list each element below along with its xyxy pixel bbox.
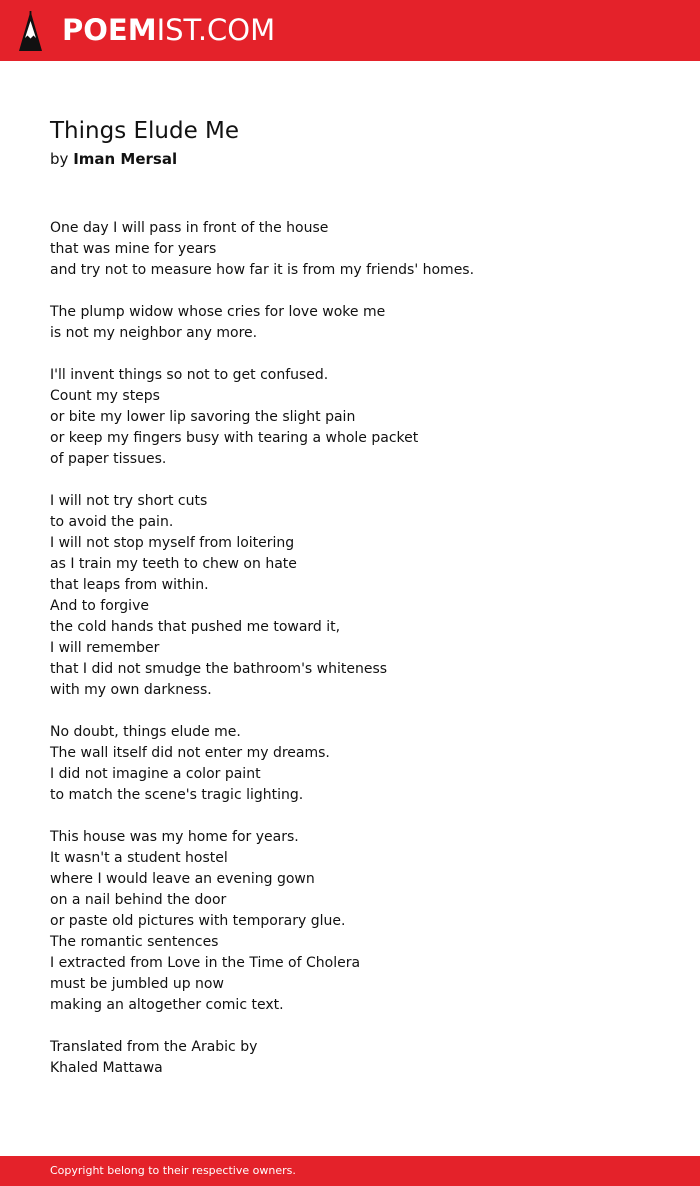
poem-line: I will not stop myself from loitering xyxy=(50,535,295,551)
poem-line: The wall itself did not enter my dreams. xyxy=(50,745,330,761)
poem-line: I'll invent things so not to get confused. xyxy=(50,367,329,383)
poem-line: Khaled Mattawa xyxy=(50,1060,163,1076)
poem-line: Count my steps xyxy=(50,388,160,404)
author-name: Iman Mersal xyxy=(73,150,178,168)
stanza xyxy=(50,491,670,701)
logo-light-part: IST.COM xyxy=(156,13,276,47)
site-header xyxy=(0,0,700,61)
pen-nib-icon[interactable] xyxy=(18,10,43,51)
poem-line: And to forgive xyxy=(50,598,149,614)
poem-line: One day I will pass in front of the house xyxy=(50,220,329,236)
byline xyxy=(50,148,177,170)
poem-line: or paste old pictures with temporary glue. xyxy=(50,913,346,929)
poem-line: as I train my teeth to chew on hate xyxy=(50,556,297,572)
by-label: by xyxy=(50,150,69,168)
poem-line: that was mine for years xyxy=(50,241,217,257)
poem-line: on a nail behind the door xyxy=(50,892,227,908)
poem-line: or keep my fingers busy with tearing a whole packet xyxy=(50,430,419,446)
site-footer xyxy=(0,1156,700,1186)
poem-body xyxy=(50,218,670,1100)
poem-line: to match the scene's tragic lighting. xyxy=(50,787,304,803)
copyright-text: Copyright belong to their respective owners. xyxy=(50,1164,296,1177)
poem-line: The romantic sentences xyxy=(50,934,219,950)
poem-line: is not my neighbor any more. xyxy=(50,325,258,341)
stanza xyxy=(50,827,670,1016)
poem-title: Things Elude Me xyxy=(50,118,240,144)
logo-bold-part: POEM xyxy=(62,13,157,47)
poem-line: and try not to measure how far it is from my friends' homes. xyxy=(50,262,475,278)
poem-line: I extracted from Love in the Time of Cholera xyxy=(50,955,361,971)
poem-line: making an altogether comic text. xyxy=(50,997,284,1013)
poem-line: I did not imagine a color paint xyxy=(50,766,261,782)
poem-line: where I would leave an evening gown xyxy=(50,871,315,887)
poem-line: or bite my lower lip savoring the slight pain xyxy=(50,409,356,425)
poem-line: No doubt, things elude me. xyxy=(50,724,241,740)
poem-line: the cold hands that pushed me toward it, xyxy=(50,619,341,635)
poem-line: I will remember xyxy=(50,640,160,656)
poem-line: with my own darkness. xyxy=(50,682,212,698)
poem-line: I will not try short cuts xyxy=(50,493,208,509)
poem-line: of paper tissues. xyxy=(50,451,167,467)
stanza xyxy=(50,302,670,344)
stanza xyxy=(50,1037,670,1079)
stanza xyxy=(50,218,670,281)
site-logo-text[interactable] xyxy=(62,12,275,48)
poem-line: The plump widow whose cries for love woke me xyxy=(50,304,386,320)
stanza xyxy=(50,722,670,806)
poem-line: This house was my home for years. xyxy=(50,829,299,845)
poem-line: that I did not smudge the bathroom's whiteness xyxy=(50,661,388,677)
poem-line: Translated from the Arabic by xyxy=(50,1039,258,1055)
stanza xyxy=(50,365,670,470)
poem-line: must be jumbled up now xyxy=(50,976,224,992)
poem-line: It wasn't a student hostel xyxy=(50,850,228,866)
poem-line: to avoid the pain. xyxy=(50,514,174,530)
poem-line: that leaps from within. xyxy=(50,577,209,593)
